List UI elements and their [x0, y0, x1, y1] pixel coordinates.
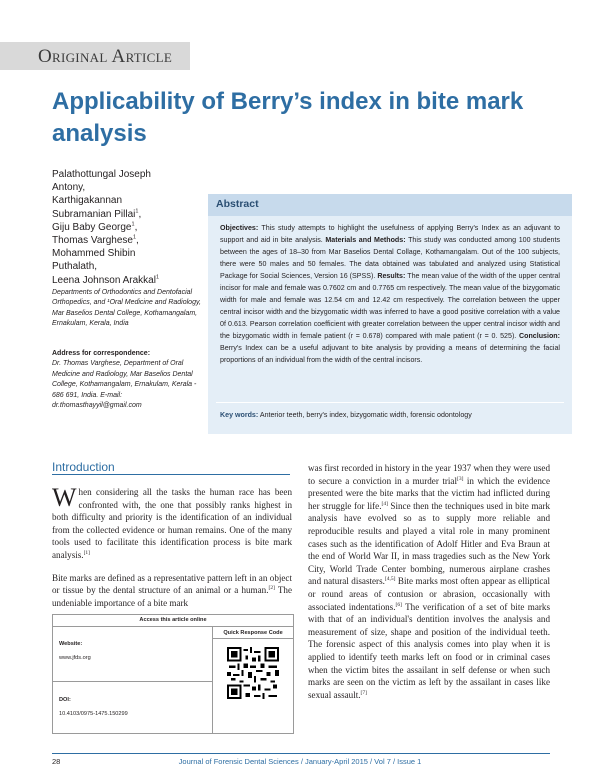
author-affiliation: Departments of Orthodontics and Dentofacial Orthopedics, and ¹Oral Medicine and Radiology, Mar Baselios Dental College, Kothamangalam, Ernakulam, Kerala, India: [52, 288, 201, 328]
citation[interactable]: [3]: [456, 475, 464, 482]
abstract-text: Objectives: This study attempts to highlight the usefulness of applying Berry's Index as an adjuvant to support and aid in bite analysis. Materials and Methods: This study was conducted among 100 students between the ages of 18–30 from Mar Baselios Dental Collage, Kothamangalam. Out of the 100 subjects, there were 50 males and 50 females. The data obtained was tabulated and analyzed using Statistical Package for Social Sciences, Version 16 (SPSS). Results: The mean value of the width of the upper central incisor for male and female was 0.7602 cm and 0.7765 cm respectively. The mean value of the bizygomatic width for male and female was 12.54 cm and 12.42 cm respectively. The correlation between the upper central incisor width and the bizygomatic width was inferred to have a good positive correlation with a value 0f 0.613. Pearson correlation coefficient with greater correlation between the upper central incisor width and the bizygomatic width in female patient (r = 0.678) compared with male patient (r = 0. 525). Conclusion: Berry's Index can be a useful adjuvant to bite analysis by providing a means of determining the facial proportions of an individual from the width of the central incisors.: [220, 224, 560, 364]
author-name: Karthigakannan: [52, 195, 123, 207]
author-name: Subramanian Pillai$^1$,: [52, 208, 142, 220]
correspondence-details: Dr. Thomas Varghese, Department of Oral Medicine and Radiology, Mar Baselios Dental College, Kothamangalam, Ernakulam, Kerala - 686 691, India. E-mail: dr.thomasthayyil@gmail.com: [52, 360, 197, 410]
author-name: Leena Johnson Arakkal$^1$: [52, 274, 160, 286]
body-column-left: [52, 483, 293, 619]
footer-rule: [52, 753, 550, 754]
author-name: Puthalath,: [52, 261, 98, 273]
body-paragraph: When considering all the tasks the human race has been confronted with, the one that possibly ranks highest in both difficulty and priority is the identification of an individual from the collected evidence or human remains. One of the many tools used to facilitate this identification process is bite mark analysis.[1]: [52, 483, 292, 560]
author-name: Mohammed Shibin: [52, 248, 136, 260]
body-paragraph: Bite marks are defined as a representative pattern left in an object or tissue by the dental structure of an animal or a human.[2] The undeniable importance of a bite mark: [52, 572, 293, 608]
author-name: Giju Baby George$^1$,: [52, 221, 138, 233]
introduction-rule: [52, 474, 290, 475]
citation[interactable]: [6]: [395, 601, 402, 608]
doi-label: DOI:: [59, 697, 71, 703]
citation[interactable]: [7]: [360, 689, 367, 696]
citation[interactable]: [4,5]: [384, 576, 396, 583]
doi-link[interactable]: 10.4103/0975-1475.150299: [59, 711, 128, 717]
citation[interactable]: [2]: [268, 585, 275, 592]
citation[interactable]: [1]: [83, 549, 90, 556]
section-tag: Original Article: [0, 42, 190, 70]
website-label: Website:: [59, 641, 83, 647]
body-column-right: was first recorded in history in the year 1937 when they were used to secure a conviction in a murder trial[3] in which the evidence presented were the bite marks that the victim had inflicted during her struggle for life.[4] Since then the techniques used in bite mark analysis have evolved so as to supply more reliable and reproducible results and played a vital role in many prominent cases such as the identification of Adolf Hitler and Eva Braun at the end of World War II, in mass tragedies such as the New York City, World Trade Center bombing, numerous airplane crashes and natural disasters.[4,5] Bite marks most often appear as elliptical or round areas of contusion or abrasion, occasionally with associated indentations.[6] The verification of a set of bite marks with that of an individual's dentition involves the analysis and measurement of size, shape and position of the individual teeth. The forensic aspect of this analysis comes into play when it is applied to identify teeth marks left on food or in criminal cases when the victim bites the assailant in self defense or when such marks are seen on the victim as left by the assailant in cases like sexual assault.[7]: [308, 463, 551, 700]
page-number: 28: [52, 757, 61, 766]
keywords-divider: [216, 402, 564, 403]
journal-footer: Journal of Forensic Dental Sciences / January-April 2015 / Vol 7 / Issue 1: [178, 757, 422, 766]
access-online-box: [52, 614, 294, 734]
author-name: Palathottungal Joseph: [52, 169, 151, 180]
qr-panel: [213, 627, 293, 733]
abstract-heading: Abstract: [208, 194, 572, 216]
access-info: [53, 627, 213, 733]
website-link[interactable]: www.jfds.org: [59, 655, 91, 661]
qr-code-icon[interactable]: [227, 647, 279, 699]
qr-label: Quick Response Code: [213, 627, 293, 639]
abstract-box: [208, 194, 572, 434]
author-name: Thomas Varghese$^1$,: [52, 234, 139, 247]
drop-cap: W: [52, 483, 77, 512]
author-name: Antony,: [52, 182, 86, 194]
author-column: [52, 168, 202, 411]
citation[interactable]: [4]: [381, 500, 388, 507]
keywords: Key words: Anterior teeth, berry's index, bizygomatic width, forensic odontology: [220, 411, 472, 419]
article-title: Applicability of Berry’s index in bite mark analysis: [52, 88, 524, 147]
introduction-heading: Introduction: [52, 460, 115, 474]
correspondence-heading: Address for correspondence:: [52, 350, 151, 358]
access-heading: Access this article online: [53, 615, 293, 627]
access-divider: [53, 681, 212, 682]
